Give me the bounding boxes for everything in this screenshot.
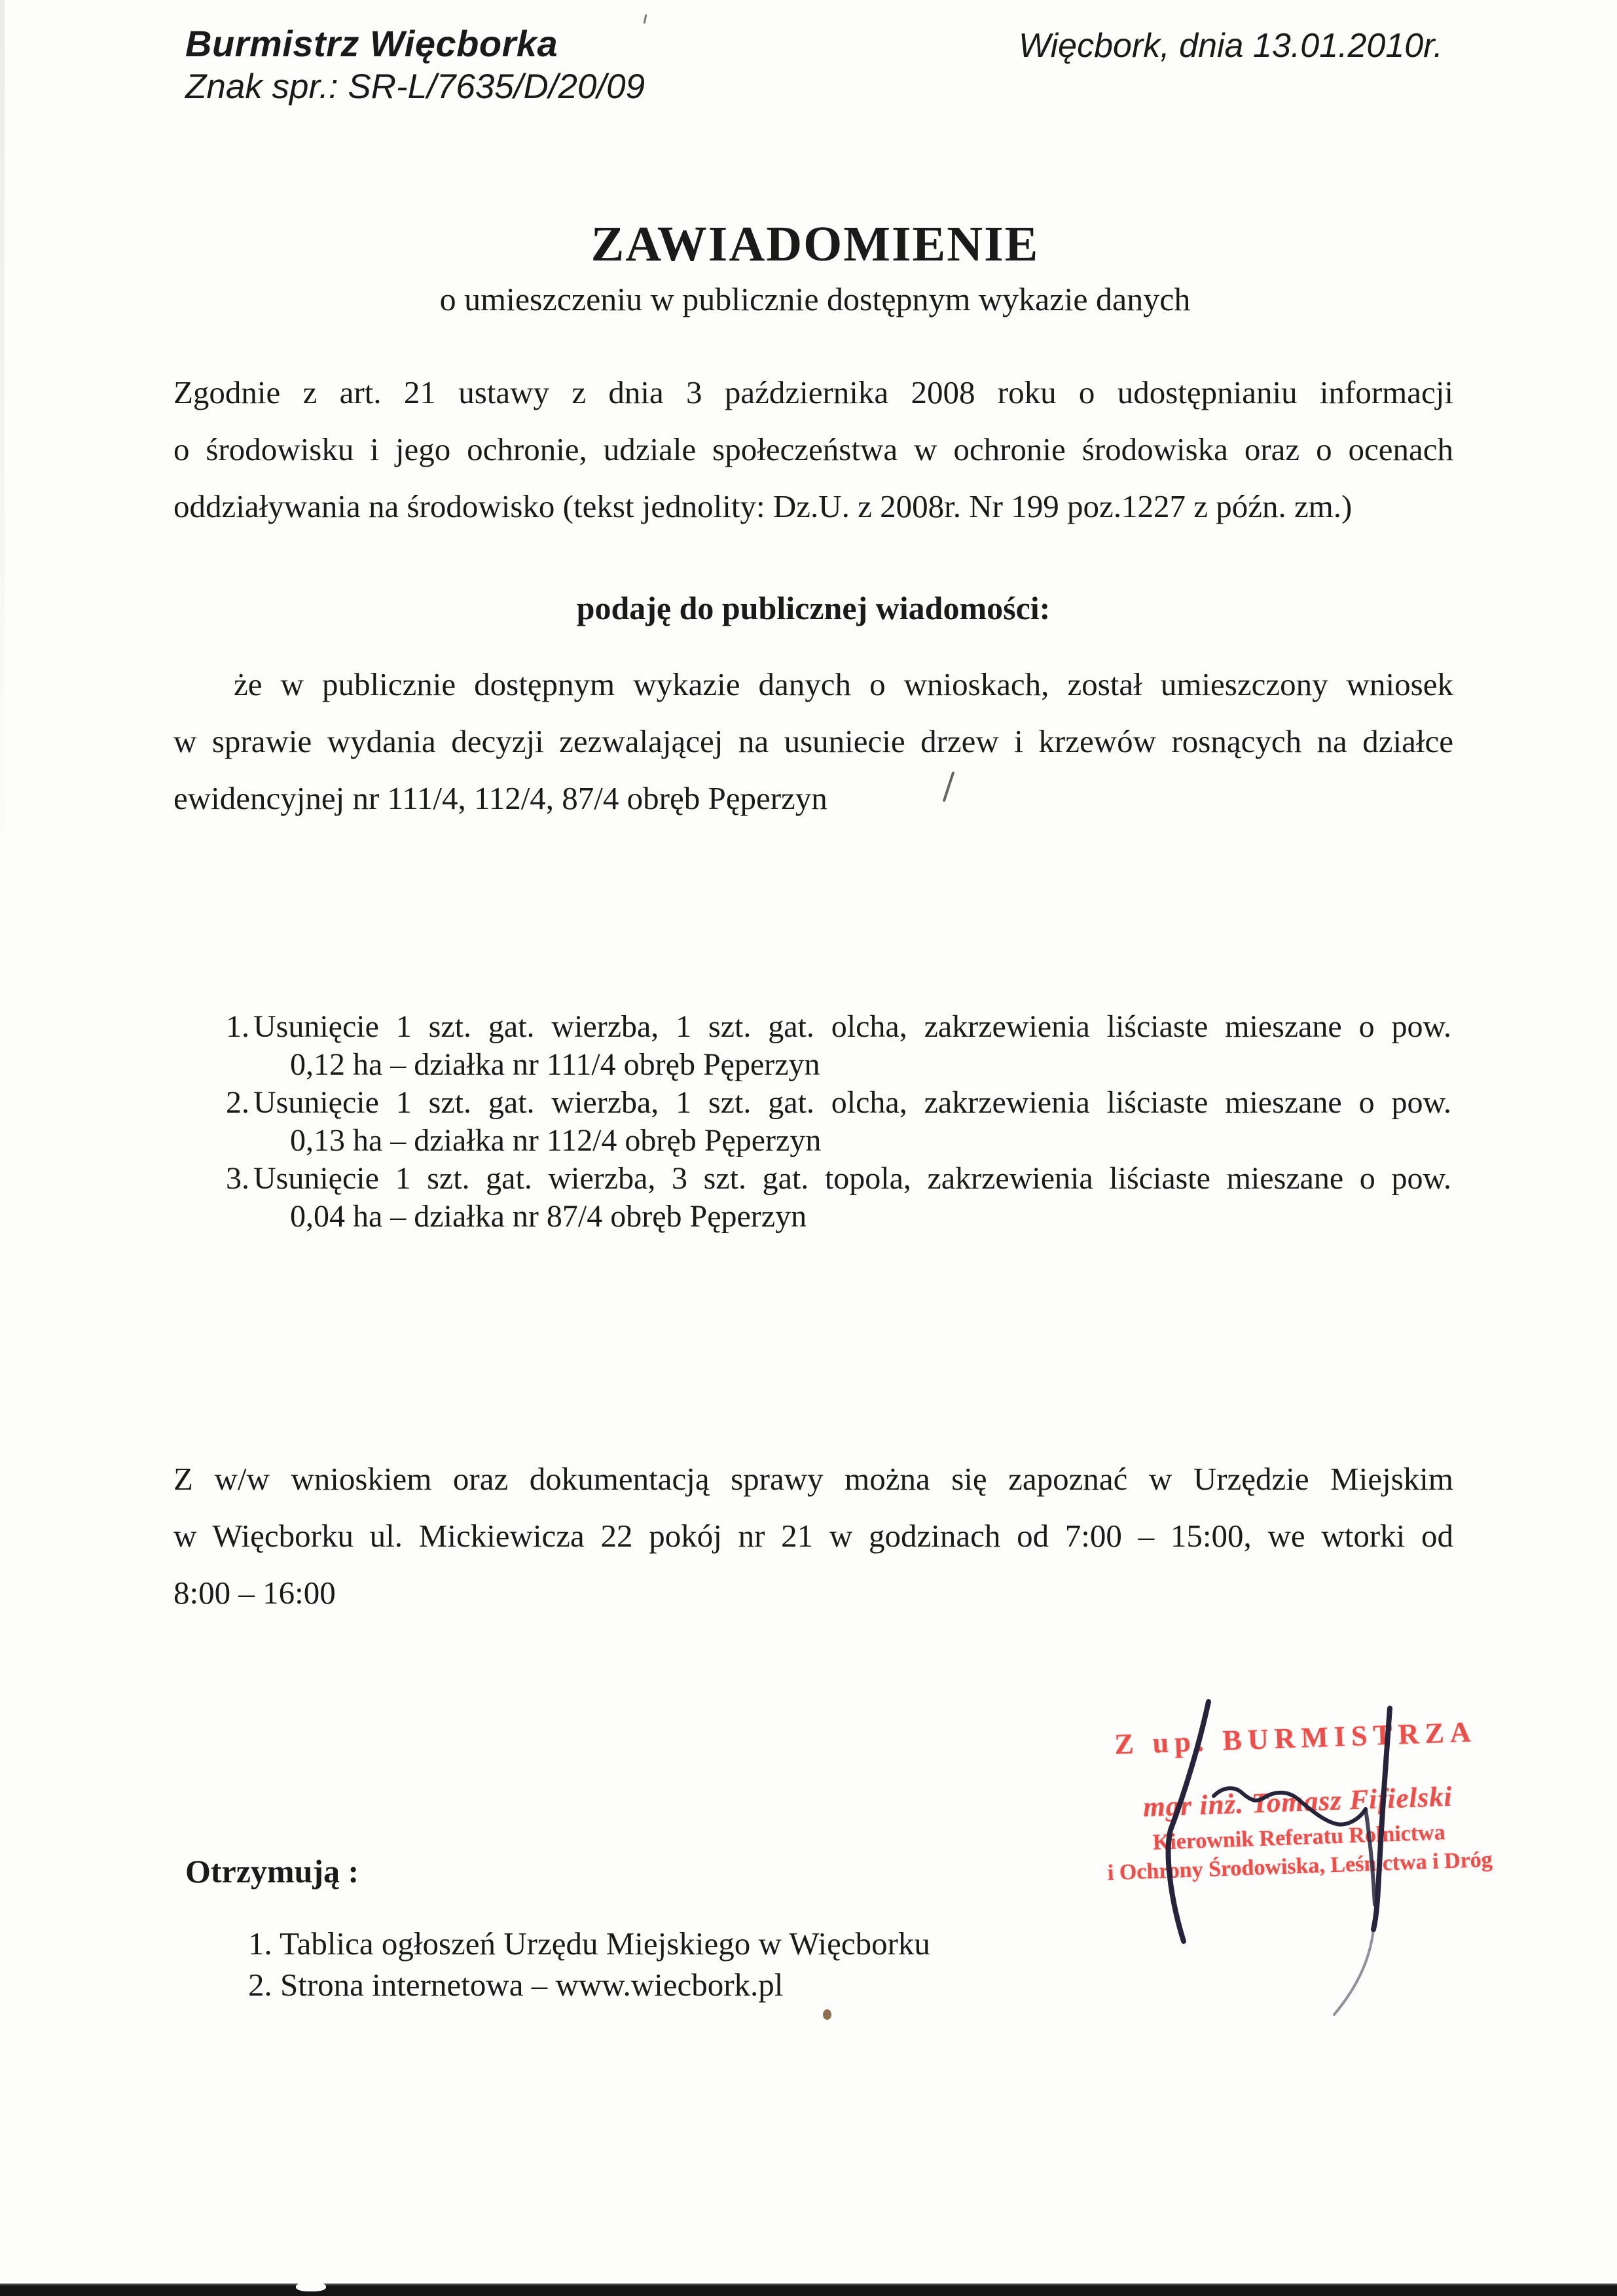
scan-bottom-edge <box>0 2284 1617 2296</box>
stamp-position-line: i Ochrony Środowiska, Leśnictwa i Dróg <box>1107 1847 1493 1886</box>
signature-icon <box>1067 1682 1538 2036</box>
request-item <box>226 1160 1451 1236</box>
access-paragraph <box>173 1450 1453 1621</box>
sender-name: Burmistrz Więcborka <box>185 23 558 64</box>
document-subtitle: o umieszczeniu w publicznie dostępnym wykazie danych <box>439 281 1191 317</box>
request-number: 3. <box>226 1161 249 1196</box>
paragraph-line: oddziaływania na środowisko (tekst jednolity: Dz.U. z 2008r. Nr 199 poz.1227 z późn. zm.) <box>173 488 1353 524</box>
request-description-line <box>226 1008 1451 1046</box>
scan-left-edge <box>0 0 5 916</box>
paragraph-line: w sprawie wydania decyzji zezwalającej na usuniecie drzew i krzewów rosnących na działce <box>173 723 1453 759</box>
document-title: ZAWIADOMIENIE <box>590 217 1040 272</box>
distribution-heading: Otrzymują : <box>185 1853 359 1890</box>
distribution-item: 2. Strona internetowa – www.wiecbork.pl <box>248 1967 784 2003</box>
request-number: 2. <box>226 1085 249 1120</box>
proclamation-line: podaję do publicznej wiadomości: <box>576 590 1051 626</box>
paragraph-line: Z w/w wnioskiem oraz dokumentacją sprawy można się zapoznać w Urzędzie Miejskim <box>173 1461 1453 1497</box>
title-block <box>173 216 1457 319</box>
scan-artifact-dot <box>823 2009 831 2020</box>
paragraph-line: 8:00 – 16:00 <box>173 1575 336 1611</box>
request-area: 0,13 ha – działka nr 112/4 obręb Pęperzyn <box>290 1123 822 1158</box>
distribution-list <box>248 1923 930 2005</box>
request-description: Usunięcie 1 szt. gat. wierzba, 3 szt. gat. topola, zakrzewienia liściaste mieszane o pow. <box>253 1161 1451 1196</box>
letterhead <box>185 22 645 109</box>
request-description: Usunięcie 1 szt. gat. wierzba, 1 szt. gat. olcha, zakrzewienia liściaste mieszane o pow. <box>253 1085 1451 1120</box>
paragraph-line: ewidencyjnej nr 111/4, 112/4, 87/4 obręb Pęperzyn <box>173 780 827 816</box>
request-list <box>226 1008 1451 1236</box>
paragraph-line: że w publicznie dostępnym wykazie danych o wnioskach, został umieszczony wniosek <box>234 666 1453 702</box>
stamp-position-line: Kierownik Referatu Rolnictwa <box>1152 1820 1446 1855</box>
request-description: Usunięcie 1 szt. gat. wierzba, 1 szt. gat. olcha, zakrzewienia liściaste mieszane o pow. <box>253 1009 1451 1044</box>
paragraph-line: Zgodnie z art. 21 ustawy z dnia 3 października 2008 roku o udostępnianiu informacji <box>173 374 1453 410</box>
notice-paragraph <box>173 656 1453 827</box>
paragraph-line: w Więcborku ul. Mickiewicza 22 pokój nr 21 w godzinach od 7:00 – 15:00, we wtorki od <box>173 1518 1453 1554</box>
request-area: 0,12 ha – działka nr 111/4 obręb Pęperzyn <box>290 1047 820 1082</box>
request-area: 0,04 ha – działka nr 87/4 obręb Pęperzyn <box>290 1199 807 1234</box>
place-and-date: Więcbork, dnia 13.01.2010r. <box>1019 27 1443 65</box>
distribution-item: 1. Tablica ogłoszeń Urzędu Miejskiego w Więcborku <box>248 1926 930 1962</box>
case-reference: Znak spr.: SR-L/7635/D/20/09 <box>185 67 645 106</box>
request-number: 1. <box>226 1009 249 1044</box>
stamp-authorization: Z up. BURMISTRZA <box>1114 1715 1478 1761</box>
request-description-line <box>226 1160 1451 1198</box>
request-item <box>226 1008 1451 1084</box>
stamp-signatory-name: mgr inż. Tomasz Fifielski <box>1142 1781 1453 1823</box>
request-item <box>226 1084 1451 1160</box>
request-description-line <box>226 1084 1451 1122</box>
legal-basis-paragraph <box>173 364 1453 535</box>
scan-edge-notch <box>296 2282 326 2291</box>
paragraph-line: o środowisku i jego ochronie, udziale społeczeństwa w ochronie środowiska oraz o ocenach <box>173 431 1453 467</box>
